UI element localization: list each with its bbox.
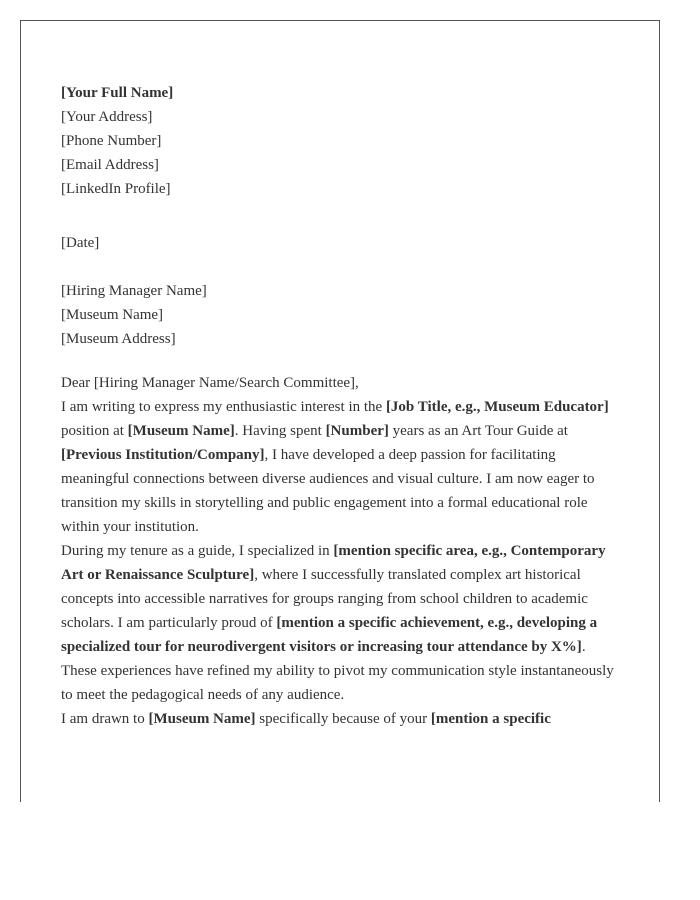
salutation [61,371,621,395]
paragraph-text: , where I successfully translated complex art historical concepts into accessible narratives for groups ranging from school children to academic scholars. I am particularly proud of [61,567,588,631]
letter-page [20,20,660,802]
salutation-text: Dear [Hiring Manager Name/Search Committee], [61,375,359,391]
recipient-block [61,279,621,351]
paragraph-text: position at [61,423,128,439]
cover-letter [61,81,621,731]
paragraph-text: I am writing to express my enthusiastic interest in the [61,399,386,415]
paragraph-text: . These experiences have refined my ability to pivot my communication style instantaneously to meet the pedagogical needs of any audience. [61,639,614,703]
sender-block [61,81,621,201]
body-paragraph-2 [61,539,621,707]
placeholder-specific-area: [mention specific area, e.g., Contemporary Art or Renaissance Sculpture] [61,543,606,583]
sender-name: [Your Full Name] [61,85,174,101]
body-paragraph-1 [61,395,621,539]
body-paragraph-3 [61,707,621,731]
sender-linkedin: [LinkedIn Profile] [61,181,171,197]
paragraph-text: , I have developed a deep passion for facilitating meaningful connections between diverse audiences and visual culture. I am now eager to transition my skills in storytelling and public engagement into a formal educational role within your institution. [61,447,595,535]
sender-phone: [Phone Number] [61,133,162,149]
recipient-manager: [Hiring Manager Name] [61,283,207,299]
sender-email: [Email Address] [61,157,159,173]
recipient-museum: [Museum Name] [61,307,164,323]
placeholder-museum-name: [Museum Name] [148,711,256,727]
placeholder-museum-name: [Museum Name] [127,423,235,439]
paragraph-text: years as an Art Tour Guide at [388,423,568,439]
placeholder-mention-specific: [mention a specific [430,711,551,727]
paragraph-text: specifically because of your [255,711,431,727]
paragraph-text: . Having spent [234,423,326,439]
letter-date: [Date] [61,235,100,251]
placeholder-specific-achievement: [mention a specific achievement, e.g., developing a specialized tour for neurodivergent visitors or increasing tour attendance by X%] [61,615,598,655]
paragraph-text: I am drawn to [61,711,149,727]
paragraph-text: During my tenure as a guide, I specialized in [61,543,334,559]
placeholder-number: [Number] [325,423,389,439]
placeholder-previous-institution: [Previous Institution/Company] [61,447,265,463]
date-block [61,231,621,255]
sender-address: [Your Address] [61,109,153,125]
placeholder-job-title: [Job Title, e.g., Museum Educator] [385,399,609,415]
recipient-address: [Museum Address] [61,331,176,347]
